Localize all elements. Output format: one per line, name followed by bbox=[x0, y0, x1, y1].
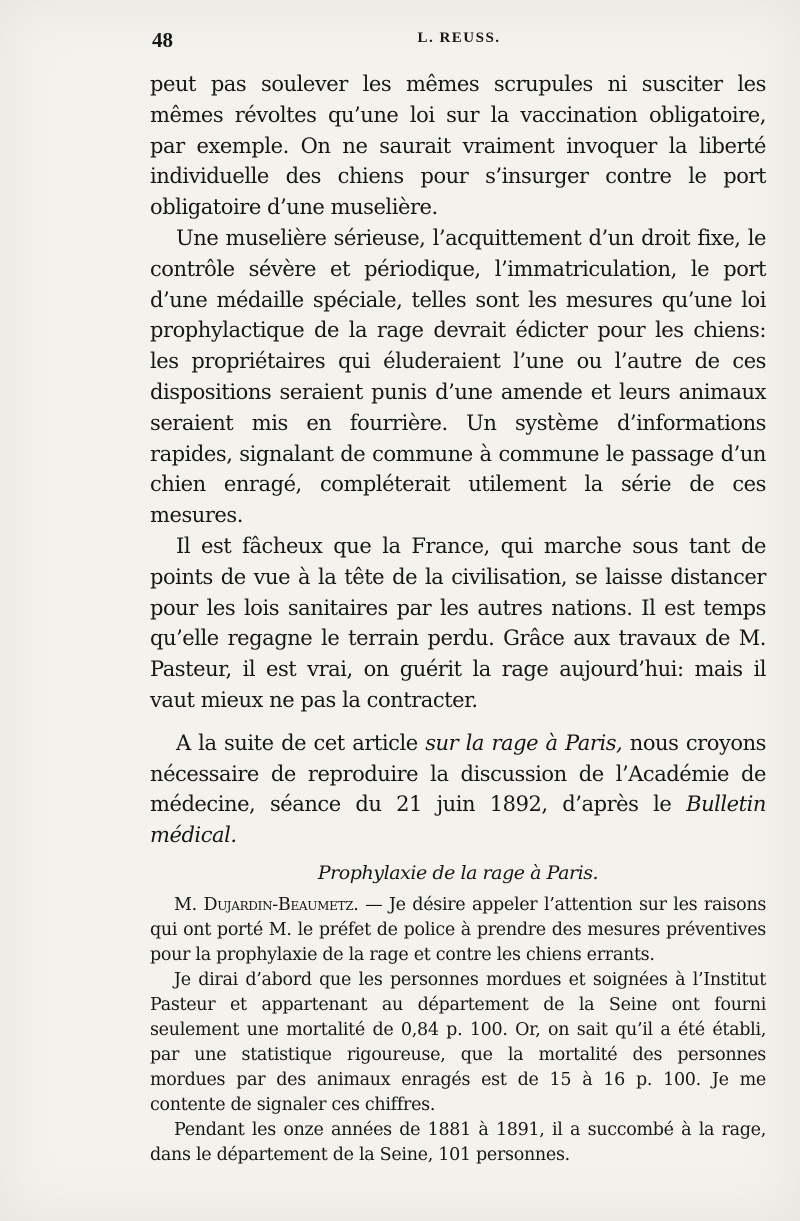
speaker-name: M. Dujardin-Beaumetz. bbox=[174, 894, 359, 915]
p4-italic-journal: Bulletin médical. bbox=[150, 792, 766, 848]
p4-before: A la suite de cet article bbox=[176, 730, 426, 755]
paragraph-5 bbox=[150, 893, 766, 968]
paragraph-7: Pendant les onze années de 1881 à 1891, il a succombé à la rage, dans le département de la Seine, 101 personnes. bbox=[150, 1119, 766, 1165]
paragraph-4 bbox=[150, 728, 766, 851]
body-text bbox=[150, 69, 766, 1168]
section-subtitle: Prophylaxie de la rage à Paris. bbox=[317, 861, 599, 884]
p5-text: — Je désire appeler l’attention sur les raisons qui ont porté M. le préfet de police à prendre des mesures préventives pour la prophylaxie de la rage et contre les chiens errants. bbox=[150, 894, 766, 965]
paragraph-2: Une muselière sérieuse, l’acquittement d’un droit fixe, le contrôle sévère et périodique, l’immatriculation, le port d’une médaille spéciale, telles sont les mesures qu’une loi prophylactique de la rage devrait édicter pour les chiens: les propriétaires qui éluderaient l’une ou l’autre de ces dispositions seraient punis d’une amende et leurs animaux seraient mis en fourrière. Un système d’informations rapides, signalant de commune à commune le passage d’un chien enragé, compléterait utilement la série de ces mesures. bbox=[150, 225, 766, 528]
p4-italic-title: sur la rage à Paris, bbox=[425, 730, 623, 755]
paragraph-6: Je dirai d’abord que les personnes mordues et soignées à l’Institut Pasteur et appartenant au département de la Seine ont fourni seulement une mortalité de 0,84 p. 100. Or, on sait qu’il a été établi, par une statistique rigoureuse, que la mortalité des personnes mordues par des animaux enragés est de 15 à 16 p. 100. Je me contente de signaler ces chiffres. bbox=[150, 969, 766, 1115]
page-number: 48 bbox=[152, 28, 173, 52]
paragraph-1: peut pas soulever les mêmes scrupules ni susciter les mêmes révoltes qu’une loi sur la vaccination obligatoire, par exemple. On ne saurait vraiment invoquer la liberté individuelle des chiens pour s’insurger contre le port obligatoire d’une muselière. bbox=[150, 72, 766, 220]
discussion-block bbox=[150, 893, 766, 1168]
p4-middle: nous croyons nécessaire de reproduire la discussion de l’Académie de médecine, séance du 21 juin 1892, d’après le bbox=[150, 730, 766, 817]
paragraph-3: Il est fâcheux que la France, qui marche sous tant de points de vue à la tête de la civilisation, se laisse distancer pour les lois sanitaires par les autres nations. Il est temps qu’elle regagne le terrain perdu. Grâce aux travaux de M. Pasteur, il est vrai, on guérit la rage aujourd’hui: mais il vaut mieux ne pas la contracter. bbox=[150, 533, 766, 712]
page-header bbox=[152, 28, 766, 58]
running-head: L. REUSS. bbox=[417, 30, 501, 46]
